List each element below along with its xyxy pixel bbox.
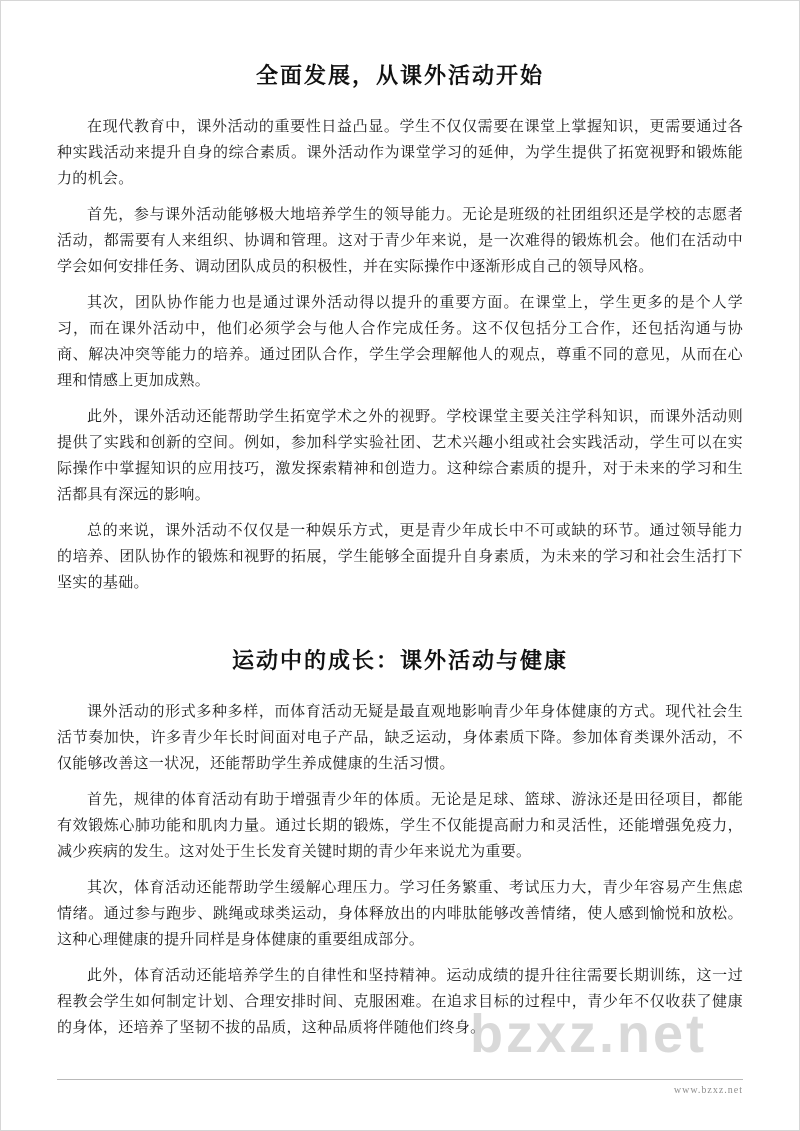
watermark-text: bzxz.net — [469, 1004, 707, 1064]
page-content — [1, 1, 799, 1041]
article-2-paragraph-4: 此外，体育活动还能培养学生的自律性和坚持精神。运动成绩的提升往往需要长期训练，这一过程教会学生如何制定计划、合理安排时间、克服困难。在追求目标的过程中，青少年不仅收获了健康的身体，还培养了坚韧不拔的品质，这种品质将伴随他们终身。 — [57, 968, 743, 1036]
article-2-title: 运动中的成长：课外活动与健康 — [231, 648, 568, 673]
article-1-paragraph-1: 在现代教育中，课外活动的重要性日益凸显。学生不仅仅需要在课堂上掌握知识，更需要通过各种实践活动来提升自身的综合素质。课外活动作为课堂学习的延伸，为学生提供了拓宽视野和锻炼能力的机会。 — [57, 119, 743, 187]
article-1-paragraph-5: 总的来说，课外活动不仅仅是一种娱乐方式，更是青少年成长中不可或缺的环节。通过领导能力的培养、团队协作的锻炼和视野的拓展，学生能够全面提升自身素质，为未来的学习和社会生活打下坚实的基础。 — [57, 523, 743, 591]
article-extracurricular-development — [57, 59, 743, 596]
footer-url: www.bzxz.net — [673, 1085, 743, 1096]
article-1-paragraph-3: 其次，团队协作能力也是通过课外活动得以提升的重要方面。在课堂上，学生更多的是个人学习，而在课外活动中，他们必须学会与他人合作完成任务。这不仅包括分工合作，还包括沟通与协商、解决冲突等能力的培养。通过团队合作，学生学会理解他人的观点，尊重不同的意见，从而在心理和情感上更加成熟。 — [57, 295, 743, 389]
page-footer — [57, 1079, 743, 1096]
article-1-paragraph-2: 首先，参与课外活动能够极大地培养学生的领导能力。无论是班级的社团组织还是学校的志愿者活动，都需要有人来组织、协调和管理。这对于青少年来说，是一次难得的锻炼机会。他们在活动中学会如何安排任务、调动团队成员的积极性，并在实际操作中逐渐形成自己的领导风格。 — [57, 207, 743, 275]
article-1-title: 全面发展，从课外活动开始 — [255, 63, 544, 88]
article-2-paragraph-3: 其次，体育活动还能帮助学生缓解心理压力。学习任务繁重、考试压力大，青少年容易产生焦虑情绪。通过参与跑步、跳绳或球类运动，身体释放出的内啡肽能够改善情绪，使人感到愉悦和放松。这种心理健康的提升同样是身体健康的重要组成部分。 — [57, 880, 743, 948]
article-2-paragraph-2: 首先，规律的体育活动有助于增强青少年的体质。无论是足球、篮球、游泳还是田径项目，都能有效锻炼心肺功能和肌肉力量。通过长期的锻炼，学生不仅能提高耐力和灵活性，还能增强免疫力，减少疾病的发生。这对处于生长发育关键时期的青少年来说尤为重要。 — [57, 792, 743, 860]
article-1-paragraph-4: 此外，课外活动还能帮助学生拓宽学术之外的视野。学校课堂主要关注学科知识，而课外活动则提供了实践和创新的空间。例如，参加科学实验社团、艺术兴趣小组或社会实践活动，学生可以在实际操作中掌握知识的应用技巧，激发探索精神和创造力。这种综合素质的提升，对于未来的学习和生活都具有深远的影响。 — [57, 409, 743, 503]
article-sports-and-health — [57, 644, 743, 1041]
article-2-paragraph-1: 课外活动的形式多种多样，而体育活动无疑是最直观地影响青少年身体健康的方式。现代社会生活节奏加快，许多青少年长时间面对电子产品，缺乏运动，身体素质下降。参加体育类课外活动，不仅能够改善这一状况，还能帮助学生养成健康的生活习惯。 — [57, 704, 743, 772]
